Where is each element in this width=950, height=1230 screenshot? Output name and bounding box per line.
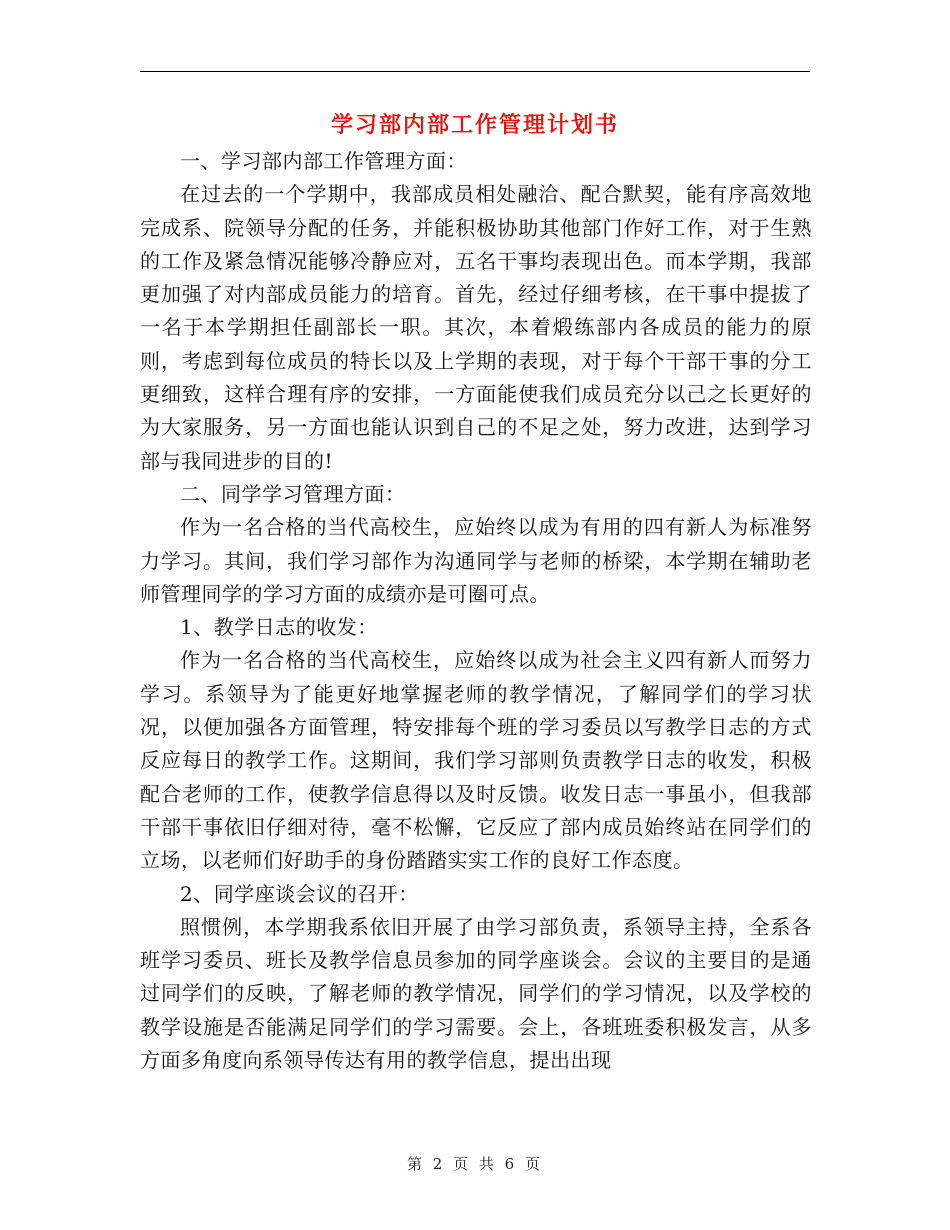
paragraph: 在过去的一个学期中，我部成员相处融洽、配合默契，能有序高效地完成系、院领导分配的任务，并能积极协助其他部门作好工作，对于生熟的工作及紧急情况能够冷静应对，五名干事均表现出色。而本学期，我部更加强了对内部成员能力的培育。首先，经过仔细考核，在干事中提拔了一名于本学期担任副部长一职。其次，本着煅练部内各成员的能力的原则，考虑到每位成员的特长以及上学期的表现，对于每个干部干事的分工更细致，这样合理有序的安排，一方面能使我们成员充分以己之长更好的为大家服务，另一方面也能认识到自己的不足之处，努力改进，达到学习部与我同进步的目的! bbox=[140, 182, 812, 473]
section-heading-2: 二、同学学习管理方面： bbox=[180, 481, 406, 506]
document-body bbox=[140, 145, 812, 1077]
page-footer: 第 2 页 共 6 页 bbox=[407, 1155, 543, 1173]
paragraph: 作为一名合格的当代高校生，应始终以成为有用的四有新人为标准努力学习。其间，我们学习部作为沟通同学与老师的桥梁，本学期在辅助老师管理同学的学习方面的成绩亦是可圈可点。 bbox=[140, 515, 812, 606]
paragraph: 照惯例，本学期我系依旧开展了由学习部负责，系领导主持，全系各班学习委员、班长及教学信息员参加的同学座谈会。会议的主要目的是通过同学们的反映，了解老师的教学情况，同学们的学习情况，以及学校的教学设施是否能满足同学们的学习需要。会上，各班班委积极发言，从多方面多角度向系领导传达有用的教学信息，提出出现 bbox=[140, 914, 812, 1073]
paragraph: 作为一名合格的当代高校生，应始终以成为社会主义四有新人而努力学习。系领导为了能更好地掌握老师的教学情况，了解同学们的学习状况，以便加强各方面管理，特安排每个班的学习委员以写教学日志的方式反应每日的教学工作。这期间，我们学习部则负责教学日志的收发，积极配合老师的工作，使教学信息得以及时反馈。收发日志一事虽小，但我部干部干事依旧仔细对待，毫不松懈，它反应了部内成员始终站在同学们的立场，以老师们好助手的身份踏踏实实工作的良好工作态度。 bbox=[140, 648, 812, 873]
subsection-heading-2: 2、同学座谈会议的召开： bbox=[180, 881, 419, 906]
document-title: 学习部内部工作管理计划书 bbox=[330, 112, 619, 138]
section-heading-1: 一、学习部内部工作管理方面： bbox=[180, 149, 467, 173]
header-rule bbox=[140, 71, 810, 72]
subsection-heading-1: 1、教学日志的收发： bbox=[180, 615, 378, 640]
